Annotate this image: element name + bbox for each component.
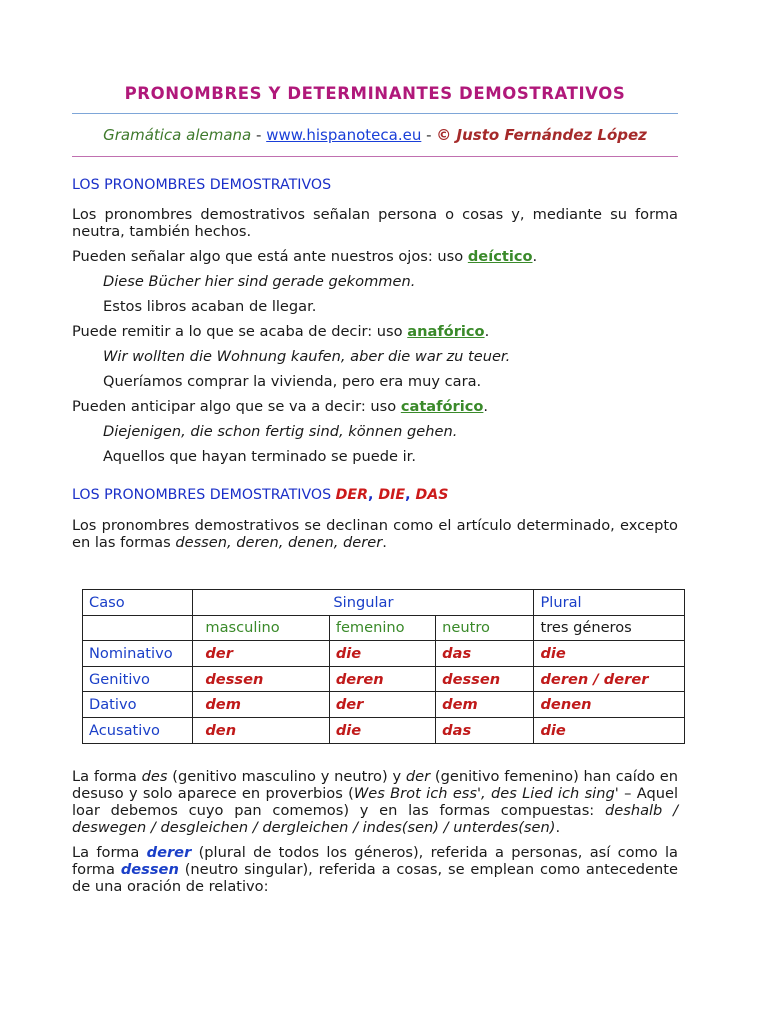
document-page	[72, 0, 678, 551]
cataphoric-example-spanish: Aquellos que hayan terminado se puede ir.	[103, 448, 416, 465]
archaic-forms-paragraph: La forma des (genitivo masculino y neutro) y der (genitivo femenino) han caído en desuso y solo aparece en proverbios (Wes Brot ich ess', des Lied ich sing' – Aquel loar debemos cuyo pan comemos) y en las formas compuestas: deshalb / deswegen / desgleichen / dergleichen / indes(sen) / unterdes(sen).	[72, 768, 678, 836]
form-cell: die	[329, 641, 435, 667]
cataphoric-link[interactable]: catafórico	[400, 398, 484, 415]
case-dativo: Dativo	[83, 692, 193, 718]
table-row	[83, 692, 685, 718]
form-cell: dessen	[193, 666, 329, 692]
case-nominativo: Nominativo	[83, 641, 193, 667]
gender-neuter: neutro	[436, 615, 534, 641]
section1-heading: LOS PRONOMBRES DEMOSTRATIVOS	[72, 177, 332, 193]
form-cell: dessen	[436, 666, 534, 692]
table-row	[83, 666, 685, 692]
deictic-paragraph: Pueden señalar algo que está ante nuestros ojos: uso deíctico.	[72, 248, 538, 265]
empty-cell	[83, 615, 193, 641]
form-cell: das	[436, 641, 534, 667]
cataphoric-example-german: Diejenigen, die schon fertig sind, können gehen.	[103, 423, 458, 440]
table-row	[83, 717, 685, 743]
anaphoric-example-german: Wir wollten die Wohnung kaufen, aber die war zu teuer.	[103, 348, 511, 365]
anaphoric-link[interactable]: anafórico	[407, 323, 485, 340]
form-cell: die	[534, 717, 685, 743]
form-cell: die	[329, 717, 435, 743]
deictic-example-spanish: Estos libros acaban de llegar.	[103, 298, 317, 315]
table-gender-row	[83, 615, 685, 641]
subtitle-subject: Gramática alemana	[103, 126, 252, 144]
section1-intro: Los pronombres demostrativos señalan persona o cosas y, mediante su forma neutra, también hechos.	[72, 206, 678, 240]
title-divider	[72, 113, 678, 114]
gender-plural: tres géneros	[534, 615, 685, 641]
relative-antecedent-paragraph: La forma derer (plural de todos los géneros), referida a personas, así como la forma dessen (neutro singular), referida a cosas, se emplean como antecedente de una oración de relativo:	[72, 844, 678, 895]
plural-header: Plural	[534, 590, 685, 616]
declension-table	[82, 589, 685, 744]
proverb: Wes Brot ich ess', des Lied ich sing'	[353, 785, 619, 802]
form-cell: dem	[436, 692, 534, 718]
form-derer: derer	[146, 844, 192, 861]
form-cell: den	[193, 717, 329, 743]
form-dessen: dessen	[120, 861, 179, 878]
compound-forms: deshalb / deswegen / desgleichen / dergleichen / indes(sen) / unterdes(sen)	[72, 802, 678, 836]
singular-header: Singular	[193, 590, 534, 616]
anaphoric-example-spanish: Queríamos comprar la vivienda, pero era muy cara.	[103, 373, 482, 390]
document-page-lower	[72, 768, 678, 895]
gender-feminine: femenino	[329, 615, 435, 641]
case-genitivo: Genitivo	[83, 666, 193, 692]
case-header: Caso	[83, 590, 193, 616]
page-title: PRONOMBRES Y DETERMINANTES DEMOSTRATIVOS	[124, 84, 626, 103]
author-credit: © Justo Fernández López	[436, 126, 647, 144]
heading-das: DAS	[415, 487, 449, 503]
form-cell: der	[193, 641, 329, 667]
subtitle-divider	[72, 156, 678, 157]
deictic-example-german: Diese Bücher hier sind gerade gekommen.	[103, 273, 416, 290]
case-acusativo: Acusativo	[83, 717, 193, 743]
form-cell: deren	[329, 666, 435, 692]
form-cell: denen	[534, 692, 685, 718]
table-row	[83, 641, 685, 667]
section2-intro: Los pronombres demostrativos se declinan como el artículo determinado, excepto en las formas dessen, deren, denen, derer.	[72, 517, 678, 551]
form-cell: das	[436, 717, 534, 743]
section2-heading: LOS PRONOMBRES DEMOSTRATIVOS DER, DIE, DAS	[72, 487, 449, 503]
cataphoric-paragraph: Pueden anticipar algo que se va a decir: uso catafórico.	[72, 398, 489, 415]
heading-die: DIE	[378, 487, 406, 503]
form-cell: die	[534, 641, 685, 667]
deictic-link[interactable]: deíctico	[467, 248, 533, 265]
form-cell: dem	[193, 692, 329, 718]
subtitle: Gramática alemana - www.hispanoteca.eu - © Justo Fernández López	[103, 126, 647, 144]
gender-masculine: masculino	[193, 615, 329, 641]
anaphoric-paragraph: Puede remitir a lo que se acaba de decir: uso anafórico.	[72, 323, 490, 340]
form-cell: der	[329, 692, 435, 718]
form-cell: deren / derer	[534, 666, 685, 692]
exception-forms: dessen, deren, denen, derer	[175, 534, 383, 551]
heading-der: DER	[335, 487, 369, 503]
table-header-row	[83, 590, 685, 616]
website-link[interactable]: www.hispanoteca.eu	[266, 126, 422, 144]
